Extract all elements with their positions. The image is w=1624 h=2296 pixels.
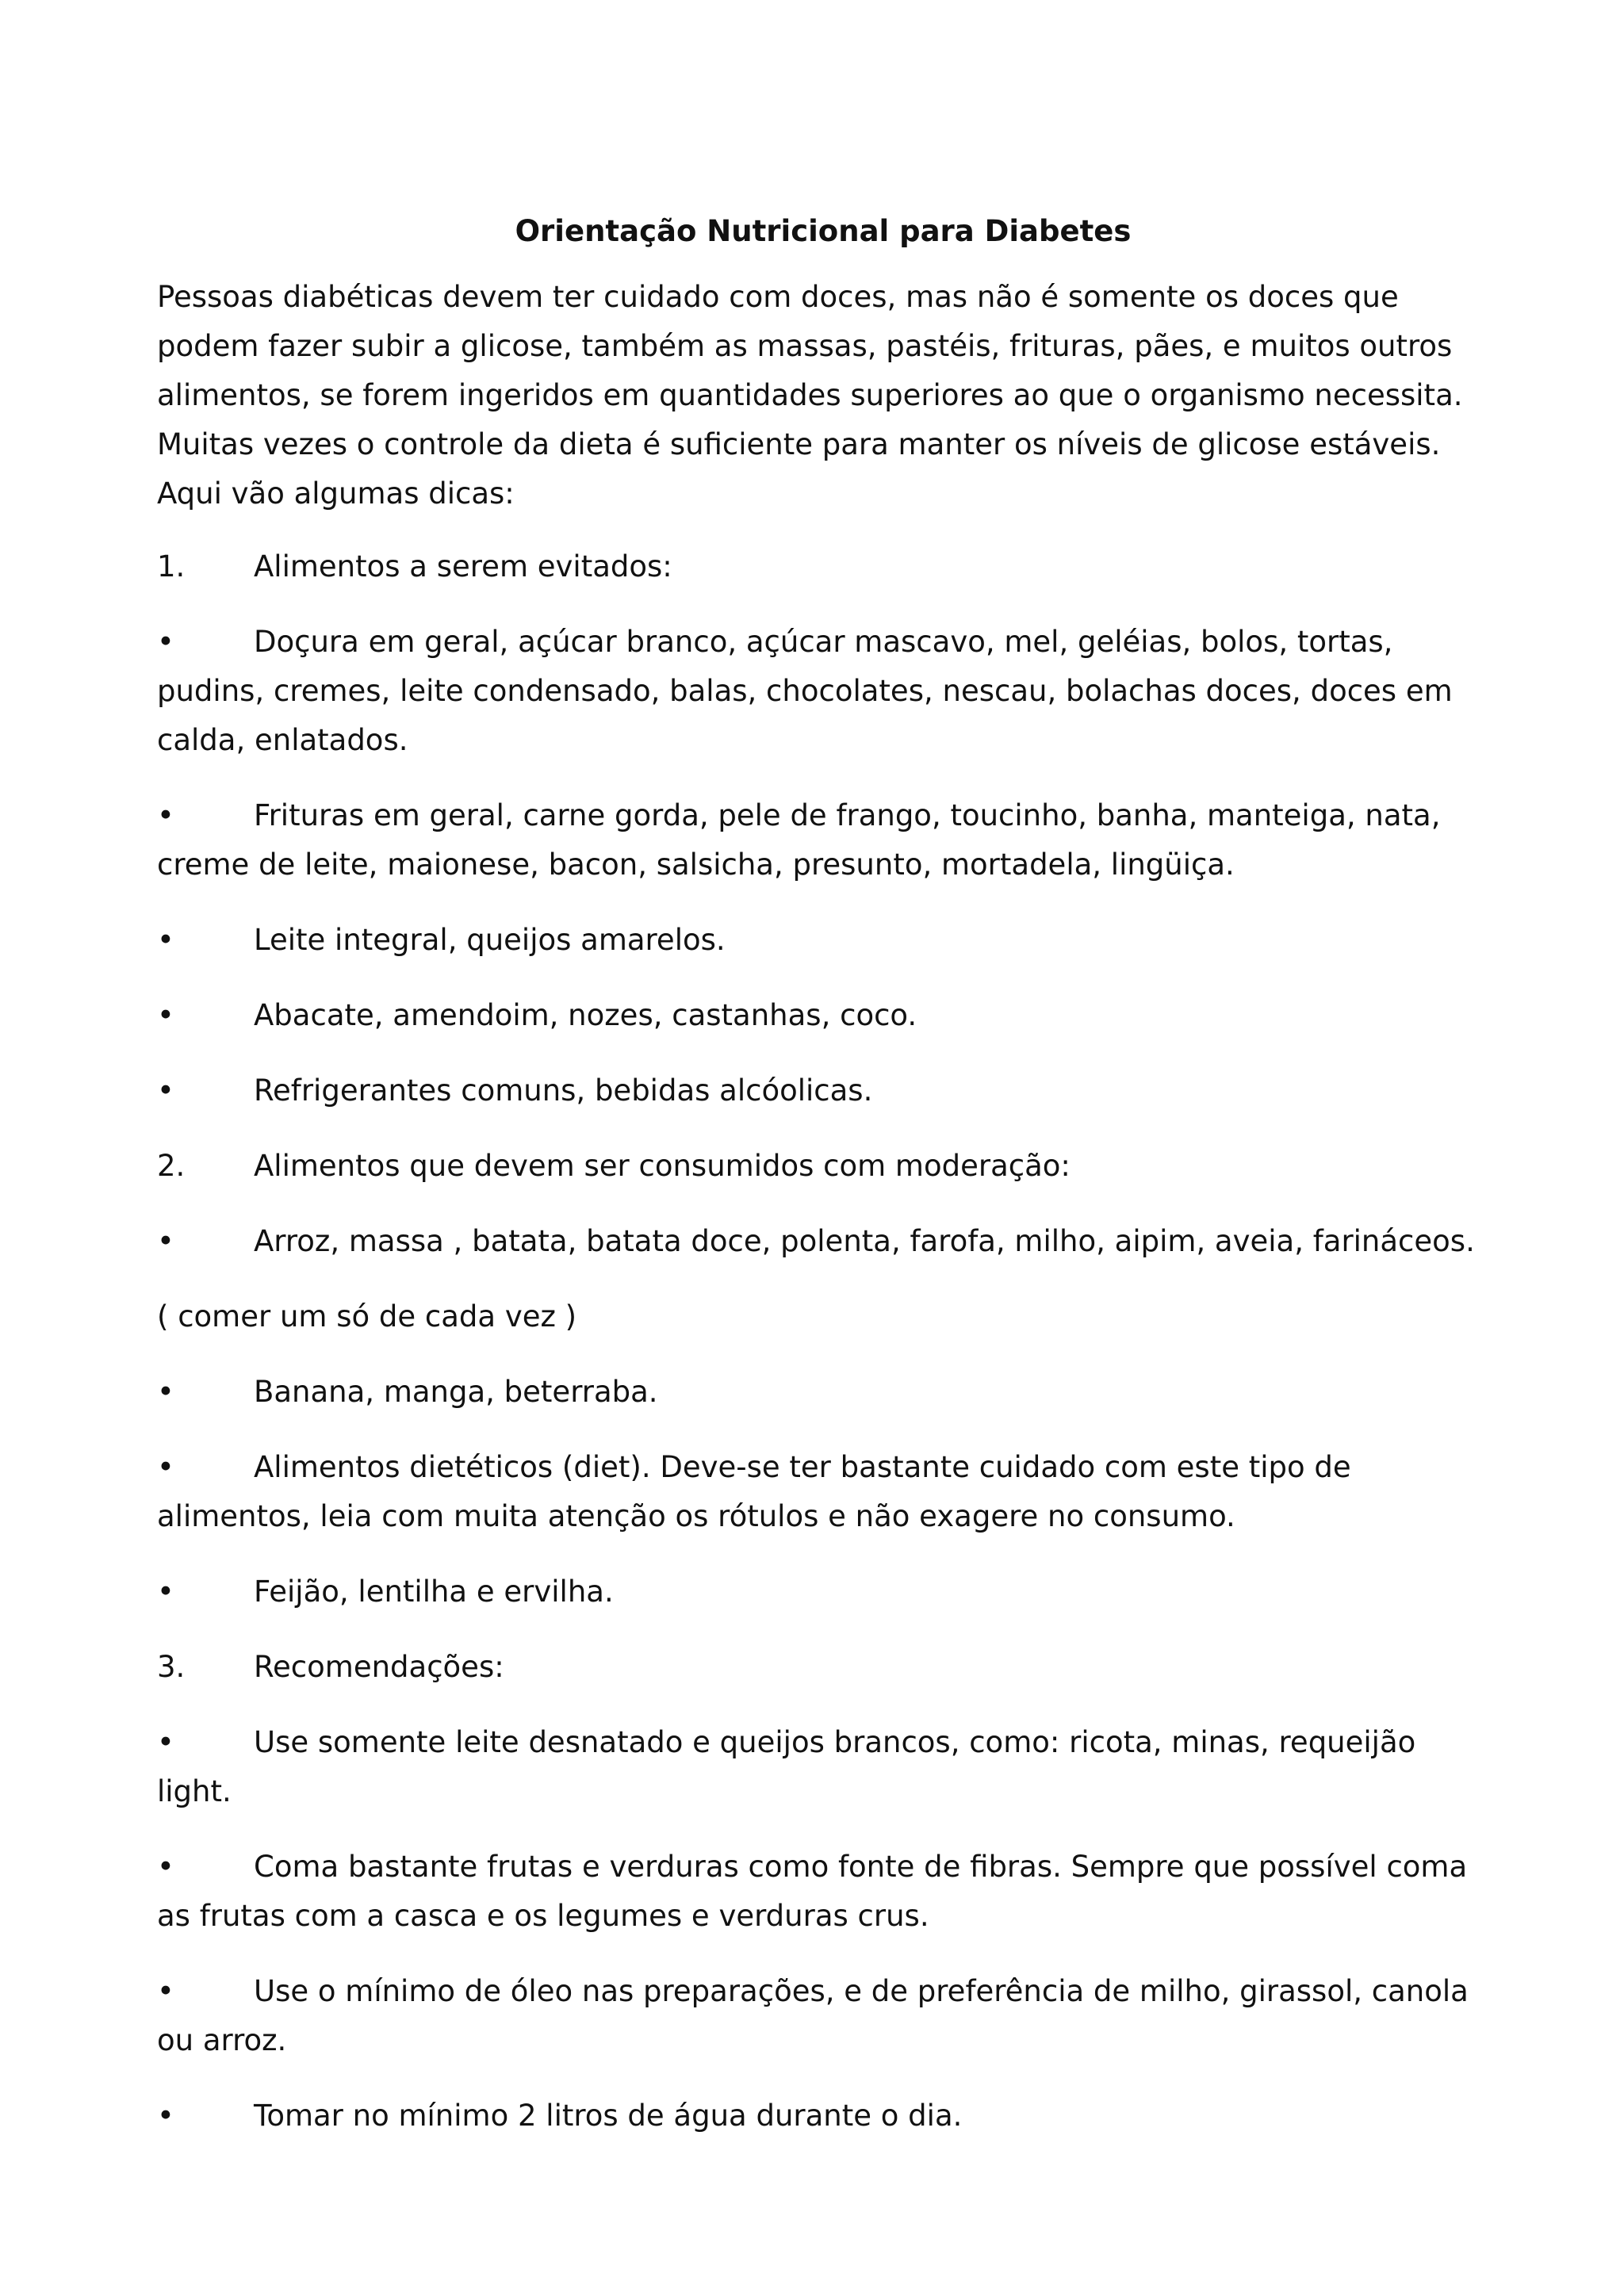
bullet-icon: • bbox=[157, 1575, 174, 1609]
section-2-number: 2. bbox=[157, 1149, 186, 1183]
bullet-icon: • bbox=[157, 798, 174, 832]
list-item: • Arroz, massa , batata, batata doce, polenta, farofa, milho, aipim, aveia, farináceos. bbox=[157, 1217, 1489, 1266]
moderation-note: ( comer um só de cada vez ) bbox=[157, 1299, 577, 1334]
list-item: • Doçura em geral, açúcar branco, açúcar mascavo, mel, geléias, bolos, tortas, pudins, cremes, leite condensado, balas, chocolates, nescau, bolachas doces, doces em calda, enlatados. bbox=[157, 618, 1489, 765]
section-1-title: Alimentos a serem evitados: bbox=[254, 549, 672, 584]
list-item: • Refrigerantes comuns, bebidas alcóolicas. bbox=[157, 1066, 1489, 1115]
list-item: • Tomar no mínimo 2 litros de água durante o dia. bbox=[157, 2091, 1489, 2141]
intro-paragraph: Pessoas diabéticas devem ter cuidado com doces, mas não é somente os doces que podem fazer subir a glicose, também as massas, pastéis, frituras, pães, e muitos outros alimentos, se forem ingeridos em quantidades superiores ao que o organismo necessita. Muitas vezes o controle da dieta é suficiente para manter os níveis de glicose estáveis. Aqui vão algumas dicas: bbox=[157, 280, 1463, 511]
section-2-heading bbox=[157, 1142, 1489, 1191]
section-1-heading bbox=[157, 542, 1489, 591]
list-item: • Leite integral, queijos amarelos. bbox=[157, 916, 1489, 965]
bullet-icon: • bbox=[157, 1974, 174, 2008]
document-page bbox=[157, 212, 1489, 2167]
list-item: • Frituras em geral, carne gorda, pele de frango, toucinho, banha, manteiga, nata, creme de leite, maionese, bacon, salsicha, presunto, mortadela, lingüiça. bbox=[157, 791, 1489, 890]
section-1-number: 1. bbox=[157, 549, 186, 584]
bullet-icon: • bbox=[157, 1073, 174, 1108]
list-item: • Coma bastante frutas e verduras como fonte de fibras. Sempre que possível coma as frutas com a casca e os legumes e verduras crus. bbox=[157, 1843, 1489, 1941]
section-3-heading bbox=[157, 1643, 1489, 1692]
bullet-icon: • bbox=[157, 1450, 174, 1484]
section-2-title: Alimentos que devem ser consumidos com moderação: bbox=[254, 1149, 1071, 1183]
list-item: • Use o mínimo de óleo nas preparações, e de preferência de milho, girassol, canola ou arroz. bbox=[157, 1967, 1489, 2065]
bullet-icon: • bbox=[157, 625, 174, 659]
page-title: Orientação Nutricional para Diabetes bbox=[515, 214, 1132, 248]
bullet-icon: • bbox=[157, 1375, 174, 1409]
list-item: • Banana, manga, beterraba. bbox=[157, 1368, 1489, 1417]
bullet-icon: • bbox=[157, 2099, 174, 2133]
bullet-icon: • bbox=[157, 998, 174, 1032]
list-item: • Alimentos dietéticos (diet). Deve-se ter bastante cuidado com este tipo de alimentos, leia com muita atenção os rótulos e não exagere no consumo. bbox=[157, 1443, 1489, 1541]
list-item: • Abacate, amendoim, nozes, castanhas, coco. bbox=[157, 991, 1489, 1040]
list-item: • Use somente leite desnatado e queijos brancos, como: ricota, minas, requeijão light. bbox=[157, 1718, 1489, 1816]
bullet-icon: • bbox=[157, 1224, 174, 1258]
list-item: • Feijão, lentilha e ervilha. bbox=[157, 1567, 1489, 1617]
section-3-number: 3. bbox=[157, 1650, 186, 1684]
section-3-title: Recomendações: bbox=[254, 1650, 504, 1684]
bullet-icon: • bbox=[157, 1850, 174, 1884]
bullet-icon: • bbox=[157, 1725, 174, 1759]
bullet-icon: • bbox=[157, 923, 174, 957]
